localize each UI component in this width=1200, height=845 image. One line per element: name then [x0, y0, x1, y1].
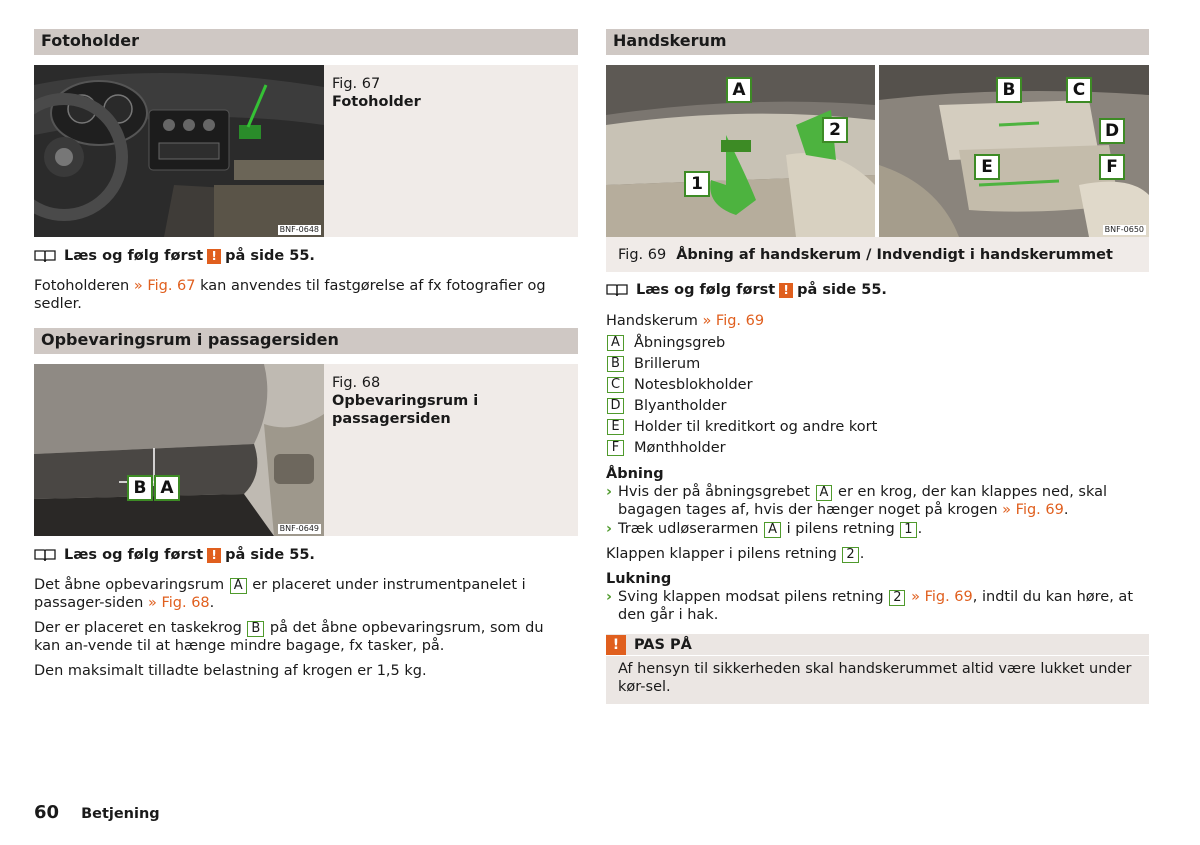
storage-paragraph-1 [34, 576, 574, 612]
key-a: A [230, 578, 247, 594]
storage-paragraph-2 [34, 619, 574, 655]
figure-code: BNF-0648 [279, 225, 319, 234]
figure-68 [34, 364, 578, 536]
arrow-bullet-icon: › [606, 521, 612, 537]
text: er en krog, der kan klappes ned, skal bagagen tages af, hvis der hænger noget på krogen [618, 484, 1108, 518]
note-page-link[interactable]: på side 55. [225, 248, 315, 264]
text: Klappen klapper i pilens retning [606, 546, 842, 562]
arrow-bullet-icon: › [606, 484, 612, 500]
figure-caption [324, 364, 578, 536]
page-footer [34, 804, 160, 823]
key-b: B [247, 621, 264, 637]
closing-heading: Lukning [606, 571, 672, 587]
caution-title: PAS PÅ [634, 636, 692, 653]
legend-item [606, 332, 1149, 353]
fig-67-link[interactable]: » Fig. 67 [133, 278, 196, 294]
caution-box [606, 634, 1149, 704]
caution-header [606, 634, 1149, 656]
figure-label-1: 1 [684, 171, 710, 197]
legend-item [606, 416, 1149, 437]
text: er placeret under instrumentpanelet i passager-siden [34, 577, 526, 611]
figure-label-a: A [726, 77, 752, 103]
text: . [1063, 502, 1069, 518]
figure-label-a: A [154, 475, 180, 501]
figure-title: Opbevaringsrum i passagersiden [332, 393, 479, 427]
figure-label-b: B [996, 77, 1022, 103]
figure-label-f: F [1099, 154, 1125, 180]
figure-67-image [34, 65, 324, 237]
legend-label: Brillerum [634, 355, 701, 372]
legend-item [606, 374, 1149, 395]
read-first-note [34, 546, 578, 564]
legend-key: C [607, 377, 624, 393]
figure-label-e: E [974, 154, 1000, 180]
passenger-storage-illustration [34, 364, 324, 536]
text: Træk udløserarmen [618, 521, 764, 537]
fig-68-link[interactable]: » Fig. 68 [147, 595, 210, 611]
key-2: 2 [842, 547, 858, 563]
page-chapter-title: Betjening [81, 806, 160, 822]
warning-icon: ! [207, 249, 221, 264]
caution-text: Af hensyn til sikkerheden skal handskerummet altid være lukket under kør-sel. [618, 661, 1132, 695]
arrow-bullet-icon: › [606, 589, 612, 605]
text: kan anvendes til fastgørelse af fx fotografier og sedler. [34, 278, 546, 312]
legend-key: F [607, 440, 624, 456]
warning-icon: ! [207, 548, 221, 563]
text: Der er placeret en taskekrog [34, 620, 247, 636]
read-first-note [34, 247, 578, 265]
left-column [34, 29, 578, 680]
legend-label: Blyantholder [634, 397, 727, 414]
legend-label: Mønthholder [634, 439, 726, 456]
book-icon [34, 249, 56, 263]
text: Det åbne opbevaringsrum [34, 577, 229, 593]
glovebox-intro [606, 312, 1149, 330]
section-heading-handskerum: Handskerum [606, 29, 1149, 55]
legend-item [606, 437, 1149, 458]
text: . [209, 595, 215, 611]
text: Hvis der på åbningsgrebet [618, 484, 815, 500]
legend-item [606, 353, 1149, 374]
text: i pilens retning [782, 521, 900, 537]
read-first-note [606, 281, 1149, 299]
opening-heading: Åbning [606, 466, 664, 482]
text: Sving klappen modsat pilens retning [618, 589, 889, 605]
note-text: Læs og følg først [636, 282, 776, 298]
figure-number: Fig. 68 [332, 375, 381, 391]
key-2: 2 [889, 590, 905, 606]
text: Handskerum [606, 313, 703, 329]
fig-69-link[interactable]: » Fig. 69 [1002, 502, 1064, 518]
step-text [618, 520, 922, 538]
opening-step-1 [606, 483, 1149, 519]
opening-result [606, 545, 1149, 563]
key-a: A [764, 522, 781, 538]
section-heading-fotoholder: Fotoholder [34, 29, 578, 55]
figure-69-right-panel [879, 65, 1149, 237]
right-column [606, 29, 1149, 704]
figure-number: Fig. 69 [618, 247, 667, 263]
legend-key: E [607, 419, 624, 435]
key-a: A [816, 485, 833, 501]
storage-paragraph-3: Den maksimalt tilladte belastning af krogen er 1,5 kg. [34, 663, 427, 679]
legend-label: Åbningsgreb [634, 334, 726, 351]
figure-69 [606, 65, 1149, 272]
legend-label: Holder til kreditkort og andre kort [634, 418, 878, 435]
figure-caption [324, 65, 578, 237]
fig-69-link[interactable]: » Fig. 69 [911, 589, 973, 605]
warning-icon: ! [779, 283, 793, 298]
figure-69-image [606, 65, 1149, 237]
note-text: Læs og følg først [64, 547, 204, 563]
figure-label-2: 2 [822, 117, 848, 143]
note-page-link[interactable]: på side 55. [225, 547, 315, 563]
legend-key: D [607, 398, 624, 414]
figure-number: Fig. 67 [332, 76, 381, 92]
text: . [859, 546, 865, 562]
book-icon [34, 548, 56, 562]
figure-label-d: D [1099, 118, 1125, 144]
note-page-link[interactable]: på side 55. [797, 282, 887, 298]
legend-label: Notesblokholder [634, 376, 753, 393]
figure-code: BNF-0649 [279, 524, 319, 533]
text: Fotoholderen [34, 278, 134, 294]
text: . [917, 521, 923, 537]
caution-icon: ! [606, 635, 626, 655]
book-icon [606, 283, 628, 297]
step-text [618, 588, 1149, 624]
key-1: 1 [900, 522, 916, 538]
fotoholder-paragraph [34, 277, 578, 313]
figure-67 [34, 65, 578, 237]
figure-68-image [34, 364, 324, 536]
text: , indtil du kan høre, at den går i hak. [618, 589, 1134, 623]
page-number: 60 [34, 802, 60, 823]
closing-step-1 [606, 588, 1149, 624]
legend-key: A [607, 335, 624, 351]
text: på det åbne opbevaringsrum, som du kan an-vende til at hænge mindre bagage, fx tasker, på. [34, 620, 544, 654]
legend-list [606, 332, 1149, 458]
section-heading-opbevaringsrum: Opbevaringsrum i passagersiden [34, 328, 578, 354]
figure-title: Åbning af handskerum / Indvendigt i handskerummet [676, 247, 1113, 263]
legend-key: B [607, 356, 624, 372]
figure-code: BNF-0650 [1104, 225, 1144, 234]
dashboard-illustration [34, 65, 324, 237]
figure-title: Fotoholder [332, 94, 421, 110]
figure-caption [606, 237, 1149, 272]
step-text [618, 483, 1149, 519]
note-text: Læs og følg først [64, 248, 204, 264]
opening-step-2 [606, 520, 1149, 538]
figure-label-b: B [127, 475, 153, 501]
legend-item [606, 395, 1149, 416]
figure-label-c: C [1066, 77, 1092, 103]
figure-69-left-panel [606, 65, 875, 237]
fig-69-link[interactable]: » Fig. 69 [702, 313, 765, 329]
